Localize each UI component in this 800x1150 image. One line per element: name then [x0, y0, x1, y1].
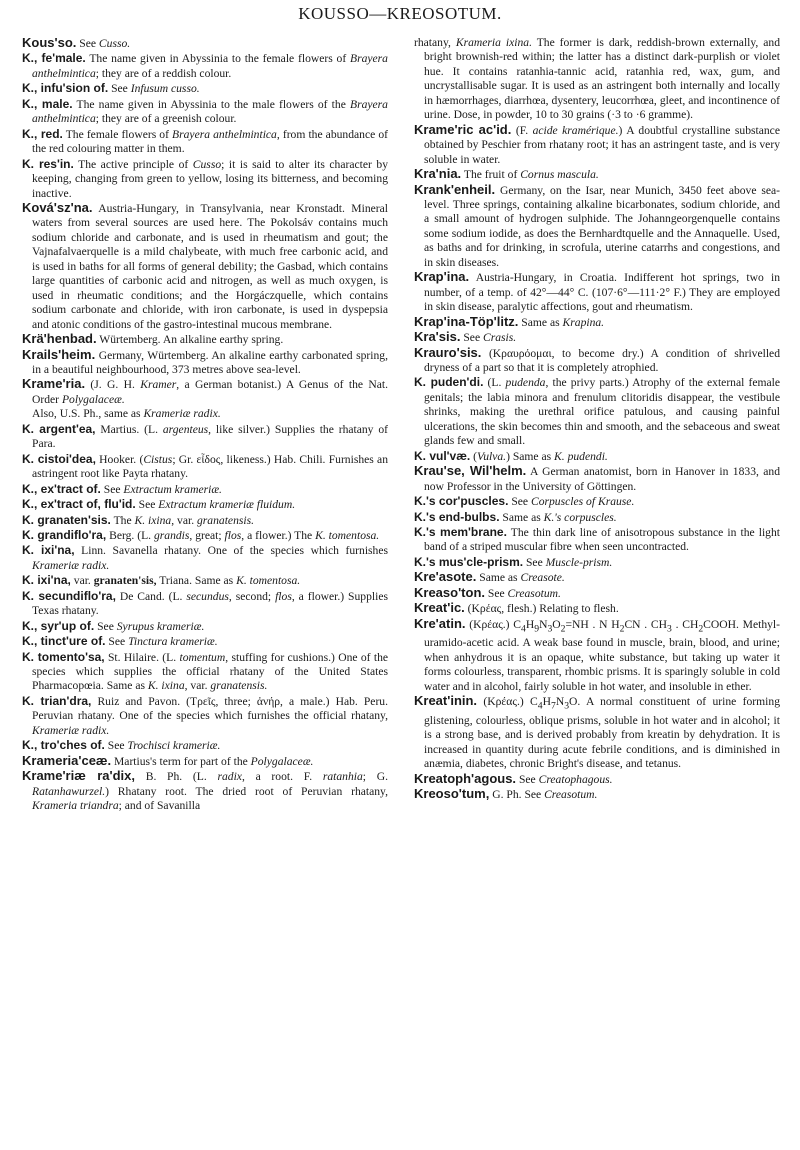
dictionary-entry: [22, 528, 388, 543]
dictionary-entry: [414, 449, 780, 464]
entry-definition: Same as Creasote.: [476, 571, 565, 585]
dictionary-entry: [22, 51, 388, 81]
entry-headword: Kous'so.: [22, 35, 77, 50]
entry-definition: Austria-Hungary, in Croatia. Indifferent hot springs, two in number, of a temp. of 42°—44° C. (107·6°—111·2° F.) They are employed in skin disease, paralytic affections, gout and rheumatism.: [424, 271, 780, 314]
entry-headword: Ková'sz'na.: [22, 199, 93, 215]
dictionary-entry: [414, 555, 780, 570]
dictionary-entry: [414, 375, 780, 448]
entry-headword: Krameria'ceæ.: [22, 752, 112, 768]
dictionary-entry: [414, 787, 780, 802]
dictionary-entry: [414, 464, 780, 494]
entry-headword: K. grandiflo'ra,: [22, 527, 107, 542]
entry-definition: A German anatomist, born in Hanover in 1833, and now Professor in the University of Göttingen.: [424, 465, 780, 493]
dictionary-entry: [414, 694, 780, 772]
dictionary-entry: [414, 601, 780, 616]
entry-definition: Martius's term for part of the Polygalaceæ.: [111, 754, 314, 768]
entry-definition: See Extractum krameriæ.: [100, 482, 222, 496]
dictionary-entry: [22, 201, 388, 332]
entry-definition: Same as Krapina.: [518, 315, 605, 329]
entry-headword: Krä'henbad.: [22, 331, 97, 347]
entry-definition: St. Hilaire. (L. tomentum, stuffing for cushions.) One of the species which supplies the official rhatany of the United States Pharmacopœia. Same as K. ixina, var. granatensis.: [32, 650, 389, 693]
entry-definition: Ruiz and Pavon. (Τρεῖς, three; ἀνήρ, a male.) Hab. Peru. Peruvian rhatany. One of the species which furnishes the official rhatany, Krameriæ radix.: [32, 694, 389, 737]
dictionary-entry: [414, 183, 780, 271]
entry-definition: Hooker. (Cistus; Gr. εἶδος, likeness.) Hab. Chili. Furnishes an astringent root like Payta rhatany.: [32, 452, 388, 481]
dictionary-entry: [22, 497, 388, 512]
entry-definition: See Extractum krameriæ fluidum.: [135, 498, 296, 512]
entry-headword: K., male.: [22, 96, 73, 111]
entry-definition: Germany, Würtemberg. An alkaline earthy carbonated spring, in a beautiful neighbourhood, 373 metres above sea-level.: [32, 348, 388, 376]
entry-definition: (F. acide kramérique.) A doubtful crystalline substance obtained by Peschier from rhatany root; it has an astringent taste, and is very soluble in water.: [424, 123, 780, 166]
entry-headword: Krame'ric ac'id.: [414, 121, 512, 137]
entry-definition: The name given in Abyssinia to the female flowers of Brayera anthelmintica; they are of a reddish colour.: [32, 52, 388, 80]
entry-headword: Kre'atin.: [414, 615, 466, 631]
entry-headword: K., tinct'ure of.: [22, 634, 106, 649]
entry-definition: var. granaten'sis, Triana. Same as K. tomentosa.: [70, 574, 301, 588]
dictionary-entry: [22, 348, 388, 378]
entry-definition: B. Ph. (L. radix, a root. F. ratanhia; G. Ratanhawurzel.) Rhatany root. The dried root of Peruvian rhatany, Krameria triandra; and of Savanilla: [32, 770, 388, 813]
entry-headword: K.'s cor'puscles.: [414, 494, 509, 509]
entry-definition: (Κραυρόομαι, to become dry.) A condition of shrivelled dryness of a part so that it is completely atrophied.: [424, 346, 780, 374]
entry-definition: rhatany, Krameria ixina. The former is dark, reddish-brown externally, and bright brownish-red within; the latter has a distinct dark-purplish or violet hue. It contains ratanhia-tannic acid, ratanhia red, wax, gum, and uncrystallisable sugar. It is used as an astringent both internally and locally in hæmorrhages, diarrhœa, dysentery, leucorrhœa, gleet, and incontinence of urine. Dose, in powder, 10 to 30 grains (·3 to ·6 gramme).: [414, 36, 781, 122]
entry-headword: Kra'sis.: [414, 329, 461, 345]
dictionary-entry: [414, 330, 780, 345]
dictionary-entry: [22, 127, 388, 157]
entry-definition: Martius. (L. argenteus, like silver.) Supplies the rhatany of Para.: [32, 422, 388, 451]
dictionary-entry: [414, 494, 780, 509]
entry-headword: K., infu'sion of.: [22, 81, 109, 96]
entry-headword: Krame'riæ ra'dix,: [22, 768, 135, 784]
entry-headword: Kreoso'tum,: [414, 786, 490, 802]
left-column: [22, 36, 388, 814]
dictionary-entry: [22, 157, 388, 201]
running-head: KOUSSO—KREOSOTUM.: [298, 4, 502, 23]
dictionary-entry: [414, 36, 780, 123]
entry-headword: K., syr'up of.: [22, 618, 95, 633]
entry-headword: Kre'asote.: [414, 569, 477, 585]
dictionary-entry: [22, 332, 388, 347]
entry-definition: De Cand. (L. secundus, second; flos, a flower.) Supplies Texas rhatany.: [32, 589, 388, 618]
entry-definition: Würtemberg. An alkaline earthy spring.: [96, 333, 284, 347]
dictionary-entry: [414, 270, 780, 314]
entry-headword: K. argent'ea,: [22, 421, 96, 436]
entry-headword: Kreatoph'agous.: [414, 770, 517, 786]
entry-headword: K. trian'dra,: [22, 693, 92, 708]
entry-headword: K. puden'di.: [414, 375, 484, 390]
entry-headword: Kreat'inin.: [414, 693, 478, 709]
entry-definition: See Infusum cusso.: [108, 82, 200, 96]
entry-headword: K. granaten'sis.: [22, 512, 111, 527]
entry-definition: (L. pudenda, the privy parts.) Atrophy of the external female genitals; the labia minora and frenulum clitoridis disappear, the vestibule shrinks, making the urethral orifice patulous, and causing painful ulcerations, the skin becomes thin and smooth, and the sebaceous and sweat glands few and small.: [424, 376, 781, 448]
dictionary-entry: [22, 619, 388, 634]
dictionary-entry: [414, 315, 780, 330]
entry-definition: See Creatophagous.: [516, 772, 613, 786]
entry-definition: See Muscle-prism.: [523, 555, 613, 569]
dictionary-entry: [414, 167, 780, 182]
entry-headword: K. ixi'na,: [22, 543, 75, 558]
dictionary-entry: [22, 769, 388, 813]
dictionary-entry: [414, 586, 780, 601]
entry-definition: The thin dark line of anisotropous substance in the light band of a striped muscular fibre when seen uncontracted.: [424, 525, 780, 554]
entry-headword: Kreaso'ton.: [414, 584, 485, 600]
entry-definition: The fruit of Cornus mascula.: [461, 168, 599, 182]
entry-headword: K., ex'tract of, flu'id.: [22, 497, 136, 512]
dictionary-entry: [22, 452, 388, 482]
entry-headword: Krank'enheil.: [414, 181, 496, 197]
dictionary-entry: [414, 123, 780, 167]
entry-definition: See Tinctura krameriæ.: [105, 635, 218, 649]
dictionary-entry: [414, 346, 780, 376]
entry-definition: Linn. Savanella rhatany. One of the species which furnishes Krameriæ radix.: [32, 544, 389, 572]
dictionary-entry: [22, 377, 388, 421]
entry-headword: K.'s end-bulbs.: [414, 509, 500, 524]
entry-definition: Berg. (L. grandis, great; flos, a flower.) The K. tomentosa.: [106, 528, 380, 542]
dictionary-entry: [22, 36, 388, 51]
entry-headword: Krauro'sis.: [414, 344, 482, 360]
entry-definition: See Syrupus krameriæ.: [94, 619, 205, 633]
dictionary-entry: [22, 589, 388, 619]
entry-definition: (Κρέας.) $C_4H_7N_3O$. A normal constituent of urine forming glistening, colourless, oblique prisms, soluble in hot water and in alcohol; it is a strong base, and is derived probably from kreatin by dehydration. It is increased in quantity during acute febrile conditions, and is diminished in anæmia, diabetes, chronic Bright's disease, and tetanus.: [424, 695, 780, 771]
entry-definition: See Crasis.: [460, 331, 517, 345]
entry-definition: Austria-Hungary, in Transylvania, near Kronstadt. Mineral waters from several sources are used here. The Pokolsáv contains much sodium chloride and carbonate, and is used in rheumatism and gout; the Vajnafalvaerquelle is a mild chalybeate, with much free carbonic acid, and is used in baths for all forms of general debility; the Gasbad, which contains large quantities of carbonic acid and nitrogen, as well as much oxygen, is used in rheumatic conditions; and the Horgáczquelle, which contains sodium carbonate and chloride, with iron carbonate, is used in dyspepsia and atonic conditions of the gastro-intestinal mucous membrane.: [32, 201, 388, 331]
dictionary-entry: [22, 634, 388, 649]
entry-headword: K.'s mus'cle-prism.: [414, 554, 524, 569]
dictionary-entry: [22, 573, 388, 588]
dictionary-entry: [22, 650, 388, 694]
entry-headword: K. ixi'na,: [22, 573, 71, 588]
entry-headword: K., red.: [22, 126, 63, 141]
dictionary-entry: [22, 422, 388, 452]
entry-definition: (J. G. H. Kramer, a German botanist.) A Genus of the Nat. Order Polygalaceæ. Also, U.S. Ph., same as Krameriæ radix.: [32, 378, 388, 421]
right-column: [414, 36, 780, 803]
dictionary-entry: [414, 617, 780, 695]
entry-definition: (Vulva.) Same as K. pudendi.: [470, 449, 608, 463]
entry-definition: (Κρέας, flesh.) Relating to flesh.: [464, 602, 619, 616]
entry-headword: K. vul'væ.: [414, 448, 471, 463]
entry-definition: Same as K.'s corpuscles.: [499, 510, 617, 524]
entry-headword: Krap'ina.: [414, 269, 470, 285]
dictionary-entry: [22, 738, 388, 753]
entry-definition: (Κρέας.) $C_4H_9N_3O_2=NH$ . N $H_2CN$ . $CH_3$ . $CH_2COOH$. Methyl-uramido-acetic acid. A weak base found in muscle, brain, blood, and urine; when anhydrous it is an opaque, white substance, but taking up water it forms colourless, transparent, rhombic prisms. It is sparingly soluble in cold water and in alcohol, fairly soluble in hot water, and insoluble in ether.: [424, 617, 781, 693]
entry-headword: Kreat'ic.: [414, 600, 465, 616]
entry-headword: Krame'ria.: [22, 376, 86, 392]
entry-definition: See Creasotum.: [485, 586, 561, 600]
dictionary-entry: [414, 772, 780, 787]
dictionary-entry: [414, 510, 780, 525]
entry-headword: Kra'nia.: [414, 166, 462, 182]
entry-headword: K., ex'tract of.: [22, 481, 101, 496]
entry-definition: See Trochisci krameriæ.: [104, 739, 221, 753]
dictionary-entry: [22, 81, 388, 96]
entry-headword: Krails'heim.: [22, 346, 96, 362]
entry-headword: K. res'in.: [22, 156, 74, 171]
entry-definition: See Corpuscles of Krause.: [508, 495, 635, 509]
entry-headword: Krap'ina-Töp'litz.: [414, 313, 519, 329]
entry-definition: G. Ph. See Creasotum.: [489, 788, 598, 802]
dictionary-entry: [22, 543, 388, 573]
entry-definition: See Cusso.: [76, 37, 131, 50]
entry-definition: The K. ixina, var. granatensis.: [110, 513, 255, 527]
entry-definition: The active principle of Cusso; it is said to alter its character by keeping, changing from green to yellow, losing its bitterness, and becoming inactive.: [32, 157, 388, 200]
entry-headword: K. tomento'sa,: [22, 649, 105, 664]
entry-headword: K.'s mem'brane.: [414, 524, 507, 539]
dictionary-entry: [22, 97, 388, 127]
entry-headword: Krau'se, Wil'helm.: [414, 463, 527, 479]
entry-definition: The female flowers of Brayera anthelmintica, from the abundance of the red colouring matter in them.: [32, 127, 388, 156]
dictionary-entry: [22, 513, 388, 528]
entry-headword: K., fe'male.: [22, 51, 86, 66]
dictionary-entry: [22, 694, 388, 738]
entry-definition: Germany, on the Isar, near Munich, 3450 feet above sea-level. Three springs, containing alkaline bicarbonates, sodium chloride, and a small amount of hydrogen sulphide. The Johanngeorgenquelle contains some sodium iodide, as does the Bernhardtquelle and the Annaquelle. Used, as baths and for drinking, in scrofula, uterine catarrhs and congestions, and in skin diseases.: [424, 183, 780, 269]
entry-definition: The name given in Abyssinia to the male flowers of the Brayera anthelmintica; they are of a greenish colour.: [32, 97, 388, 126]
entry-headword: K. secundiflo'ra,: [22, 588, 116, 603]
dictionary-entry: [22, 754, 388, 769]
dictionary-entry: [22, 482, 388, 497]
entry-headword: K., tro'ches of.: [22, 738, 105, 753]
dictionary-entry: [414, 525, 780, 555]
dictionary-entry: [414, 570, 780, 585]
entry-headword: K. cistoi'dea,: [22, 451, 96, 466]
